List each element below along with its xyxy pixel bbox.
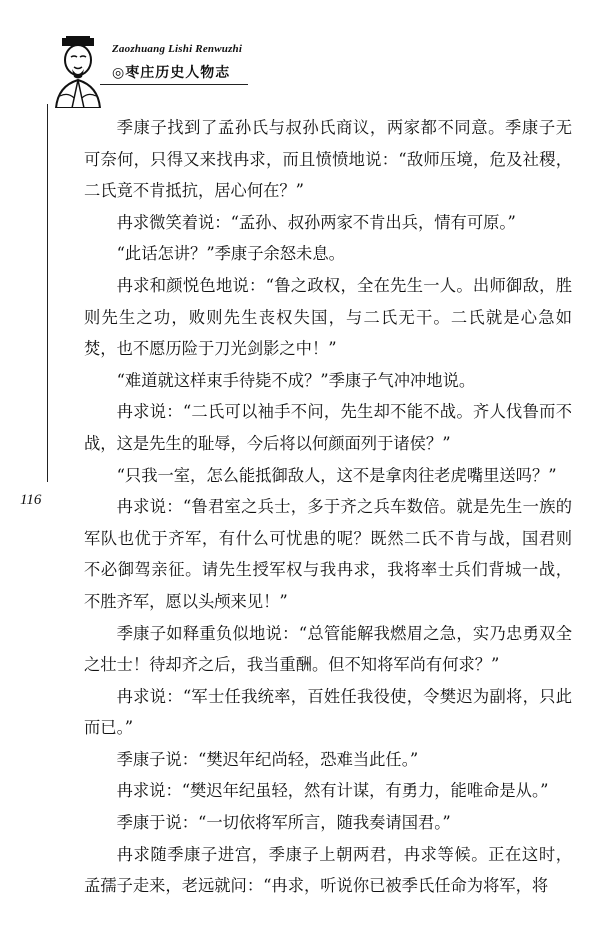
paragraph: 季康于说：“一切依将军所言，随我奏请国君。” bbox=[116, 813, 451, 833]
paragraph: 季康子找到了孟孙氏与叔孙氏商议，两家都不同意。季康子无可奈何，只得又来找冉求，而且愤愤地说：“敌师压境，危及社稷，二氏竟不肯抵抗，居心何在？” bbox=[84, 118, 572, 201]
header-divider bbox=[100, 84, 248, 85]
margin-rule bbox=[47, 104, 48, 482]
paragraph: 冉求说：“二氏可以袖手不问，先生却不能不战。齐人伐鲁而不战，这是先生的耻辱，今后将以何颜面列于诸侯？” bbox=[84, 402, 572, 453]
page-number: 116 bbox=[20, 492, 42, 508]
paragraph: 冉求随季康子进宫，季康子上朝两君，冉求等候。正在这时，孟孺子走来，老远就问：“冉求，听说你已被季氏任命为将军，将 bbox=[84, 844, 572, 896]
scholar-portrait-icon bbox=[52, 36, 104, 108]
paragraph: 冉求说：“军士任我统率，百姓任我役使，令樊迟为副将，只此而已。” bbox=[84, 686, 572, 738]
paragraph: “此话怎讲？”季康子余怒未息。 bbox=[116, 244, 345, 264]
body-text bbox=[84, 112, 572, 902]
paragraph: “难道就这样束手待毙不成？”季康子气冲冲地说。 bbox=[116, 370, 476, 390]
paragraph: 冉求和颜悦色地说：“鲁之政权，全在先生一人。出师御敌，胜则先生之功，败则先生丧权失国，与二氏无干。二氏就是心急如焚，也不愿历险于刀光剑影之中！” bbox=[84, 275, 572, 359]
paragraph: 冉求微笑着说：“孟孙、叔孙两家不肯出兵，情有可原。” bbox=[116, 212, 516, 232]
header-title-cn: ◎枣庄历史人物志 bbox=[112, 65, 231, 81]
header-title-en: Zaozhuang Lishi Renwuzhi bbox=[112, 43, 243, 55]
paragraph: 季康子说：“樊迟年纪尚轻，恐难当此任。” bbox=[116, 749, 419, 769]
paragraph: “只我一室，怎么能抵御敌人，这不是拿肉往老虎嘴里送吗？” bbox=[116, 465, 557, 485]
running-header bbox=[0, 0, 610, 120]
paragraph: 冉求说：“鲁君室之兵士，多于齐之兵车数倍。就是先生一族的军队也优于齐军，有什么可忧患的呢？既然二氏不肯与战，国君则不必御驾亲征。请先生授军权与我冉求，我将率士兵们背城一战，不胜齐军，愿以头颅来见！” bbox=[84, 497, 572, 611]
paragraph: 季康子如释重负似地说：“总管能解我燃眉之急，实乃忠勇双全之壮士！待却齐之后，我当重酬。但不知将军尚有何求？” bbox=[84, 623, 572, 675]
paragraph: 冉求说：“樊迟年纪虽轻，然有计谋，有勇力，能唯命是从。” bbox=[116, 781, 549, 801]
